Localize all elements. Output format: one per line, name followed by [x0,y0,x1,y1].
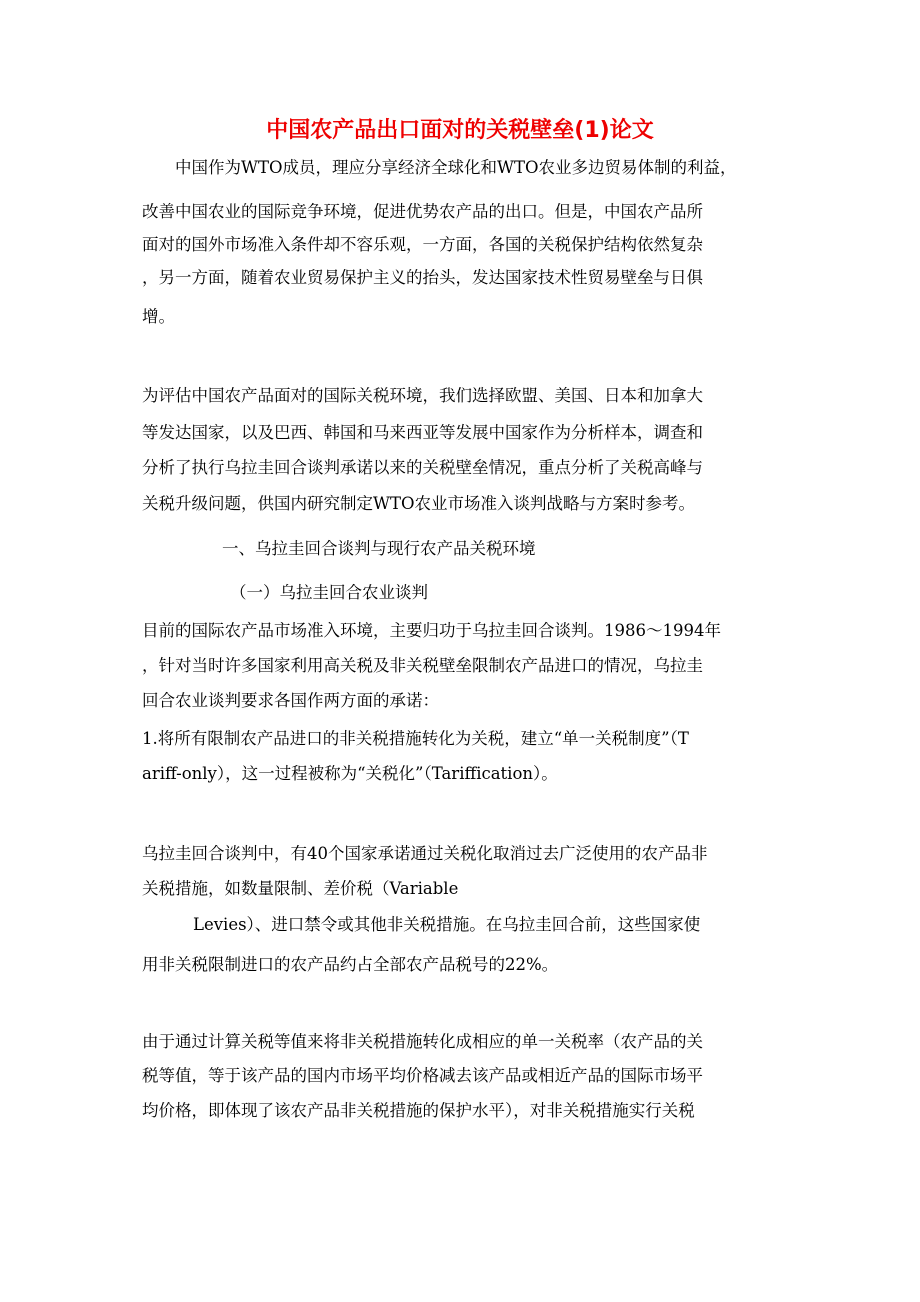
paragraph-line: 税等值，等于该产品的国内市场平均价格减去该产品或相近产品的国际市场平 [142,1066,703,1085]
paragraph-line: 关税措施，如数量限制、差价税（Variable [142,879,459,898]
paragraph-line: Levies）、进口禁令或其他非关税措施。在乌拉圭回合前，这些国家使 [193,915,701,934]
paragraph-line: 改善中国农业的国际竞争环境，促进优势农产品的出口。但是，中国农产品所 [142,202,703,221]
paragraph-line: 由于通过计算关税等值来将非关税措施转化成相应的单一关税率（农产品的关 [142,1032,703,1051]
paragraph-line: 关税升级问题，供国内研究制定WTO农业市场准入谈判战略与方案时参考。 [142,494,695,513]
paragraph-line: 1.将所有限制农产品进口的非关税措施转化为关税，建立“单一关税制度”（T [142,729,689,748]
paragraph-line: 回合农业谈判要求各国作两方面的承诺： [142,691,439,710]
paragraph-line: 增。 [142,307,175,326]
paragraph-line: 用非关税限制进口的农产品约占全部农产品税号的22%。 [142,955,559,974]
subsection-heading: （一）乌拉圭回合农业谈判 [230,583,428,602]
paragraph-line: ，另一方面，随着农业贸易保护主义的抬头，发达国家技术性贸易壁垒与日俱 [142,268,703,287]
paragraph-line: 面对的国外市场准入条件却不容乐观，一方面，各国的关税保护结构依然复杂 [142,235,703,254]
paragraph-line: ，针对当时许多国家利用高关税及非关税壁垒限制农产品进口的情况，乌拉圭 [142,656,703,675]
paragraph-line: ariff-only），这一过程被称为“关税化”（Tariffication）。 [142,764,558,783]
paragraph-line: 均价格，即体现了该农产品非关税措施的保护水平），对非关税措施实行关税 [142,1101,695,1120]
paragraph-line: 中国作为WTO成员，理应分享经济全球化和WTO农业多边贸易体制的利益， [175,158,737,177]
document-title: 中国农产品出口面对的关税壁垒(1)论文 [266,118,654,143]
paragraph-line: 等发达国家，以及巴西、韩国和马来西亚等发展中国家作为分析样本，调查和 [142,423,703,442]
paragraph-line: 为评估中国农产品面对的国际关税环境，我们选择欧盟、美国、日本和加拿大 [142,386,703,405]
section-heading: 一、乌拉圭回合谈判与现行农产品关税环境 [222,539,536,558]
paragraph-line: 目前的国际农产品市场准入环境，主要归功于乌拉圭回合谈判。1986～1994年 [142,621,721,640]
paragraph-line: 分析了执行乌拉圭回合谈判承诺以来的关税壁垒情况，重点分析了关税高峰与 [142,458,703,477]
paragraph-line: 乌拉圭回合谈判中，有40个国家承诺通过关税化取消过去广泛使用的农产品非 [142,844,708,863]
